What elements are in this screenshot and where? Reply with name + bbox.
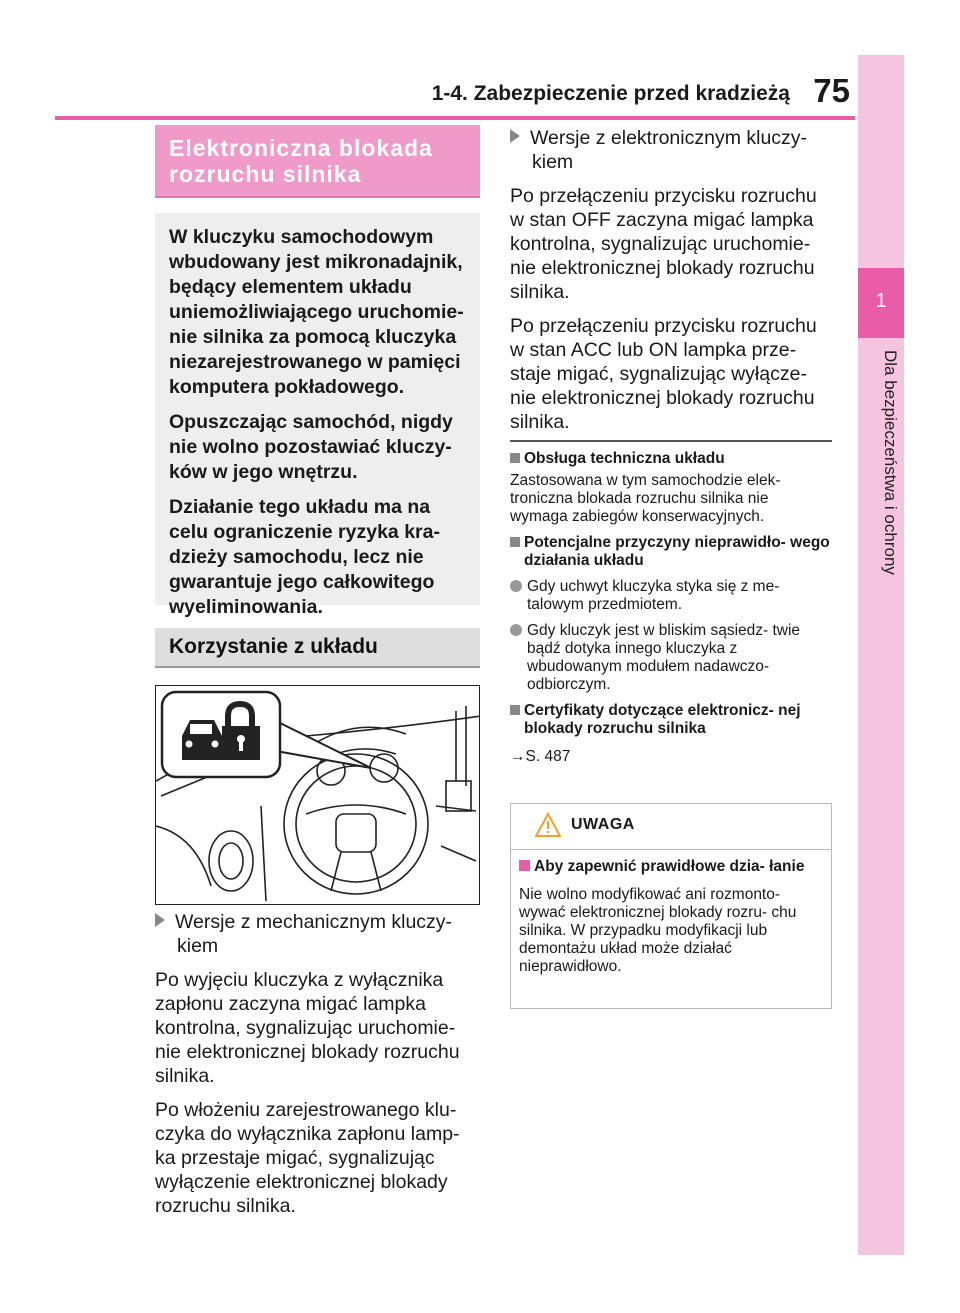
warning-header (511, 804, 831, 850)
section-title-usage: Korzystanie z układu (155, 628, 480, 666)
electronic-key-heading-line1: Wersje z elektronicznym kluczy- (530, 127, 808, 149)
warning-subtitle-text: Aby zapewnić prawidłowe dzia- łanie (534, 858, 805, 875)
section-title-line1: Elektroniczna blokada (169, 135, 433, 161)
chapter-number: 1 (875, 290, 887, 312)
mechanical-key-block (155, 910, 480, 1218)
mechanical-key-heading-line2: kiem (177, 935, 219, 957)
warning-title: UWAGA (571, 816, 635, 833)
mechanical-key-para2: Po włożeniu zarejestrowanego klu- czyka do wyłącznika zapłonu lamp- ka przestaje migać, sygnalizując wyłączenie elektronicznej blokady rozruchu silnika. (155, 1099, 460, 1217)
warning-box (510, 803, 832, 1009)
section-title-line2: rozruchu silnika (169, 161, 362, 187)
intro-paragraph: Opuszczając samochód, nigdy nie wolno pozostawiać kluczy- ków w jego wnętrzu. (169, 411, 453, 483)
causes-title: Potencjalne przyczyny nieprawidło- wego działania układu (524, 534, 830, 569)
notes-divider (510, 440, 832, 442)
electronic-key-para1: Po przełączeniu przycisku rozruchu w stan OFF zaczyna migać lampka kontrolna, sygnalizując uruchomie- nie elektronicznej blokady rozruchu silnika. (510, 185, 817, 303)
warning-body (511, 850, 831, 976)
warning-text: Nie wolno modyfikować ani rozmonto- wywać elektronicznej blokady rozru- chu silnika. W przypadku modyfikacji lub demontażu układ może działać nieprawidłowo. (519, 886, 797, 975)
circle-bullet-icon (510, 624, 522, 636)
electronic-key-heading-line2: kiem (532, 151, 574, 173)
triangle-bullet-icon (155, 913, 165, 927)
maintenance-text: Zastosowana w tym samochodzie elek- troniczna blokada rozruchu silnika nie wymaga zabiegów konserwacyjnych. (510, 472, 781, 525)
mechanical-key-para1: Po wyjęciu kluczyka z wyłącznika zapłonu zaczyna migać lampka kontrolna, sygnalizując uruchomie- nie elektronicznej blokady rozruchu silnika. (155, 969, 460, 1087)
section-title-immobilizer (155, 125, 480, 197)
list-item (510, 578, 830, 614)
dashboard-illustration (155, 685, 480, 905)
note-heading (510, 450, 830, 468)
page-number: 75 (813, 72, 850, 109)
section-usage-rule (155, 666, 480, 668)
square-bullet-icon (519, 860, 530, 871)
square-bullet-icon (510, 453, 520, 463)
triangle-bullet-icon (510, 129, 520, 143)
section-title-rule (155, 196, 480, 198)
chapter-label: Dla bezpieczeństwa i ochrony (881, 350, 900, 575)
cert-title: Certyfikaty dotyczące elektronicz- nej blokady rozruchu silnika (524, 702, 801, 737)
page-reference-link[interactable]: →S. 487 (510, 748, 571, 765)
electronic-key-block (510, 126, 830, 434)
mechanical-key-heading-line1: Wersje z mechanicznym kluczy- (175, 911, 453, 933)
list-item (510, 622, 830, 694)
intro-box (155, 213, 480, 618)
cause-text: Gdy uchwyt kluczyka styka się z me- talowym przedmiotem. (527, 578, 780, 613)
cause-text: Gdy kluczyk jest w bliskim sąsiedz- twie bądź dotyka innego kluczyka z wbudowanym modułem nadawczo- odbiorczym. (527, 622, 801, 693)
header-title: 1-4. Zabezpieczenie przed kradzieżą (431, 82, 790, 105)
electronic-key-heading (510, 126, 830, 174)
mechanical-key-heading (155, 910, 480, 958)
intro-paragraph: Działanie tego układu ma na celu ograniczenie ryzyka kra- dzieży samochodu, lecz nie gwarantuje jego całkowitego wyeliminowania. (169, 496, 440, 618)
intro-paragraph: W kluczyku samochodowym wbudowany jest mikronadajnik, będący elementem układu uniemożliwiającego uruchomie- nie silnika za pomocą kluczyka niezarejestrowanego w pamięci komputera pokładowego. (169, 226, 464, 398)
square-bullet-icon (510, 705, 520, 715)
circle-bullet-icon (510, 580, 522, 592)
square-bullet-icon (510, 537, 520, 547)
maintenance-title: Obsługa techniczna układu (524, 450, 725, 467)
warning-icon (535, 812, 561, 838)
dashboard-drawing (156, 686, 480, 905)
chapter-side-tab (858, 55, 904, 1255)
note-heading (510, 702, 830, 738)
electronic-key-para2: Po przełączeniu przycisku rozruchu w stan ACC lub ON lampka prze- staje migać, sygnalizując wyłącze- nie elektronicznej blokady rozruchu silnika. (510, 315, 817, 433)
note-heading (510, 534, 830, 570)
notes-block (510, 450, 830, 766)
warning-subtitle (519, 858, 823, 876)
header-rule (55, 116, 855, 120)
